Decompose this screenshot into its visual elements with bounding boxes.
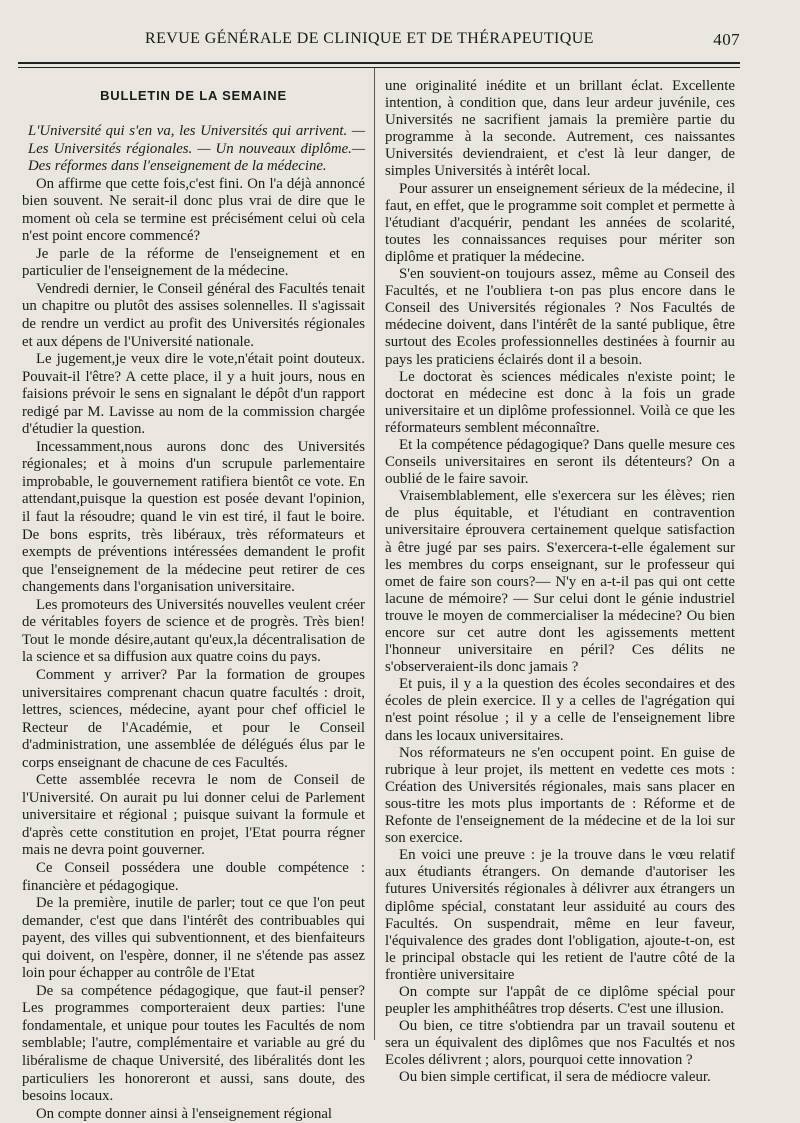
paragraph: Et puis, il y a la question des écoles secondaires et des écoles de plein exercice. Il y a celles de l'agrégation qui n'est point résolue ; il y a celle de l'enseignement libre dans les locaux universitaires.	[385, 676, 735, 744]
paragraph: Ou bien, ce titre s'obtiendra par un travail soutenu et sera un équivalent des diplômes que nos Facultés et nos Ecoles délivrent ; alors, pourquoi cette innovation ?	[385, 1018, 735, 1069]
right-column	[385, 78, 735, 1086]
paragraph: En voici une preuve : je la trouve dans le vœu relatif aux étudiants étrangers. On demande d'autoriser les futures Universités régionales à délivrer aux étrangers un diplôme spécial, constatant leur assiduité au cours des Facultés. On suspendrait, même en leur faveur, l'équivalence des grades dont l'obligation, ajoute-t-on, est le principal obstacle qui les retient de l'autre côté de la frontière universitaire	[385, 847, 735, 983]
paragraph: On compte sur l'appât de ce diplôme spécial pour peupler les amphithéâtres trop déserts. C'est une illusion.	[385, 983, 735, 1018]
paragraph: Le doctorat ès sciences médicales n'existe point; le doctorat en médecine est donc à la fois un grade universitaire et un diplôme professionnel. Voilà ce que les réformateurs semblent méconnaître.	[385, 368, 735, 436]
paragraph: On compte donner ainsi à l'enseignement régional	[36, 1105, 333, 1122]
paragraph: Et la compétence pédagogique? Dans quelle mesure ces Conseils universitaires en seront ils détenteurs? On a oublié de le faire savoir.	[385, 436, 735, 488]
running-head	[20, 30, 740, 54]
paragraph: Pour assurer un enseignement sérieux de la médecine, il faut, en effet, que le programme soit complet et permette à l'étudiant d'acquérir, pendant les années de scolarité, toutes les connaissances requises pour mériter son diplôme et pratiquer la médecine.	[385, 180, 735, 265]
column-divider	[374, 68, 375, 1040]
paragraph: On affirme que cette fois,c'est fini. On l'a déjà annoncé bien souvent. Ne serait-il donc plus vrai de dire que le moment où cela se termine est précisément celui où cela n'est point encore commencé?	[22, 175, 365, 245]
paragraph: Nos réformateurs ne s'en occupent point. En guise de rubrique à leur projet, ils mettent en vedette ces mots : Création des Universités régionales, mais sans placer en sous-titre les mots plus importants de : Réforme et de Refonte de l'enseignement de la médecine et de la loi sur son exercice.	[385, 744, 735, 847]
paragraph: Cette assemblée recevra le nom de Conseil de l'Université. On aurait pu lui donner celui de Parlement universitaire et régional ; puisque suivant la formule et d'après cette constitution en projet, l'Etat pourra régner mais ne devra point gouverner.	[22, 772, 365, 859]
header-rule-thin	[18, 67, 740, 68]
paragraph: S'en souvient-on toujours assez, même au Conseil des Facultés, et ne l'oubliera t-on pas plus encore dans le Conseil des Universités régionales ? Nos Facultés de médecine doivent, dans l'intérêt de la santé publique, être surtout des Ecoles professionnelles destinées à fournir au pays les praticiens éclairés dont il a besoin.	[385, 266, 735, 368]
journal-title: REVUE GÉNÉRALE DE CLINIQUE ET DE THÉRAPEUTIQUE	[145, 30, 594, 47]
page-number: 407	[713, 30, 740, 49]
paragraph: Vendredi dernier, le Conseil général des Facultés tenait un chapitre ou plutôt des assises solennelles. Il s'agissait de rendre un verdict au profit des Universités régionales et aux dépens de l'Université nationale.	[22, 280, 365, 350]
paragraph: Incessamment,nous aurons donc des Universités régionales; et à moins d'un scrupule parlementaire improbable, le gouvernement ratifiera bientôt ce vote. En attendant,puisque la question est posée devant l'opinion, il faut la résoudre; quand le vin est tiré, il faut le boire. De bons esprits, très libéraux, très réformateurs et exempts de préventions intéressées demandent le profit que l'enseignement de la médecine peut retirer de ces changements dans l'organisation universitaire.	[22, 438, 365, 596]
header-rule	[18, 62, 740, 64]
section-title: BULLETIN DE LA SEMAINE	[100, 88, 287, 103]
paragraph: Ce Conseil possédera une double compétence : financière et pédagogique.	[22, 859, 365, 894]
paragraph: Je parle de la réforme de l'enseignement et en particulier de l'enseignement de la médecine.	[22, 245, 365, 280]
paragraph: Comment y arriver? Par la formation de groupes universitaires comprenant chacun quatre facultés : droit, lettres, sciences, médecine, ayant pour chef officiel le Recteur de l'Académie, et pour le Conseil d'administration, une assemblée de délégués élus par le corps enseignant de chacune de ces Facultés.	[22, 666, 365, 771]
paragraph: Le jugement,je veux dire le vote,n'était point douteux. Pouvait-il l'être? A cette place, il y a huit jours, nous en faisions prévoir le sens en signalant le dépôt d'un rapport redigé par M. Lavisse au nom de la commission chargée d'étudier la question.	[22, 351, 365, 438]
article-summary: L'Université qui s'en va, les Universités qui arrivent. — Les Universités régionales. — Un nouveaux diplôme.— Des réformes dans l'enseignement de la médecine.	[28, 123, 365, 175]
paragraph: Les promoteurs des Universités nouvelles veulent créer de véritables foyers de science et de progrès. Très bien! Tout le monde désire,autant qu'eux,la décentralisation de la science et sa diffusion aux quatre coins du pays.	[22, 596, 365, 666]
paragraph: De sa compétence pédagogique, que faut-il penser? Les programmes comporteraient deux parties: l'une fondamentale, et unique pour toutes les Facultés de nom semblable; l'autre, complémentaire et variable au gré du libéralisme de chaque Université, des libéralités dont les particuliers les honoreront et aussi, sans doute, des besoins locaux.	[22, 982, 365, 1105]
paragraph: une originalité inédite et un brillant éclat. Excellente intention, à condition que, dans leur ardeur juvénile, ces Universités ne sacrifient jamais la première partie du programme à la seconde. Autrement, ces naissantes Universités deviendraient, et c'est là leur danger, de simples Universités à intérêt local.	[385, 78, 735, 180]
left-column	[22, 78, 365, 1122]
paragraph: Vraisemblablement, elle s'exercera sur les élèves; rien de plus équitable, et l'étudiant en contravention universitaire éprouvera certainement quelque satisfaction à être jugé par ses pairs. S'exercera-t-elle également sur les membres du corps enseignant, sur le professeur qui omet de faire son cours?— N'y en a-t-il pas qui ont cette lacune de mémoire? — Sur celui dont le génie industriel trouve le moyen de commercialiser la médecine? Ou bien encore sur cet autre dont les agissements mettent l'honneur universitaire en péril? Ces délits ne s'observeraient-ils donc jamais ?	[385, 488, 735, 676]
paragraph: De la première, inutile de parler; tout ce que l'on peut demander, c'est que dans l'intérêt des contribuables qui payent, des villes qui subventionnent, et des bienfaiteurs qui doivent, on l'espère, donner, il ne s'étende pas assez loin pour échapper au contrôle de l'Etat	[22, 895, 365, 982]
paragraph: Ou bien simple certificat, il sera de médiocre valeur.	[399, 1069, 711, 1086]
